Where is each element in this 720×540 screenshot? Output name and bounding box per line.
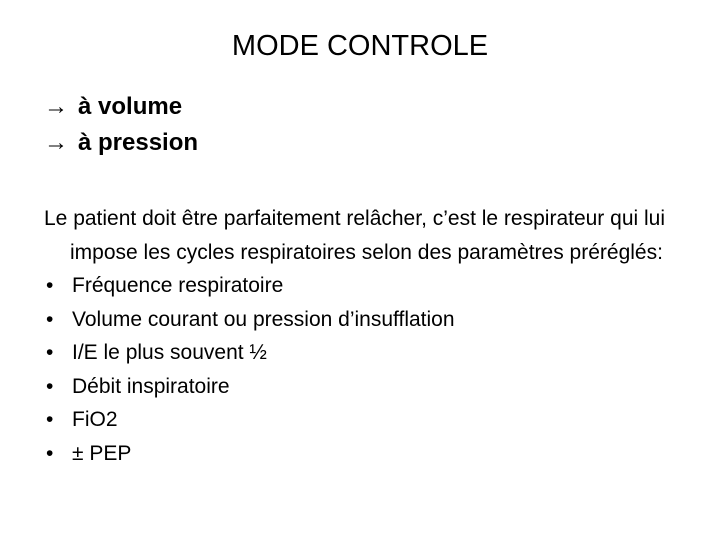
mode-list bbox=[44, 89, 198, 161]
parameter-item bbox=[44, 437, 694, 471]
parameter-label: FiO2 bbox=[72, 408, 118, 431]
parameter-label: Volume courant ou pression d’insufflation bbox=[72, 307, 455, 331]
bullet-icon: • bbox=[46, 341, 54, 364]
parameter-label: I/E le plus souvent ½ bbox=[72, 341, 267, 364]
arrow-right-icon: → bbox=[44, 93, 68, 120]
parameter-label: Fréquence respiratoire bbox=[72, 274, 284, 297]
bullet-icon: • bbox=[46, 441, 54, 465]
arrow-right-icon: → bbox=[44, 129, 68, 156]
parameter-item bbox=[44, 403, 694, 437]
description-block bbox=[44, 202, 694, 470]
parameter-item bbox=[44, 370, 694, 404]
mode-label: à volume bbox=[78, 93, 183, 120]
mode-item-pression bbox=[44, 125, 198, 161]
parameter-list bbox=[44, 269, 694, 470]
description-text: Le patient doit être parfaitement relâcher, c’est le respirateur qui lui impose les cycles respiratoires selon des paramètres préréglés: bbox=[44, 207, 666, 264]
slide-title: MODE CONTROLE bbox=[231, 30, 489, 62]
bullet-icon: • bbox=[46, 408, 54, 431]
parameter-item bbox=[44, 336, 694, 370]
parameter-item bbox=[44, 303, 694, 337]
parameter-label: Débit inspiratoire bbox=[72, 374, 230, 398]
bullet-icon: • bbox=[46, 274, 54, 297]
mode-label: à pression bbox=[78, 129, 199, 156]
bullet-icon: • bbox=[46, 307, 54, 331]
bullet-icon: • bbox=[46, 374, 54, 398]
parameter-item bbox=[44, 269, 694, 303]
parameter-label: ± PEP bbox=[72, 441, 132, 465]
mode-item-volume bbox=[44, 89, 198, 125]
